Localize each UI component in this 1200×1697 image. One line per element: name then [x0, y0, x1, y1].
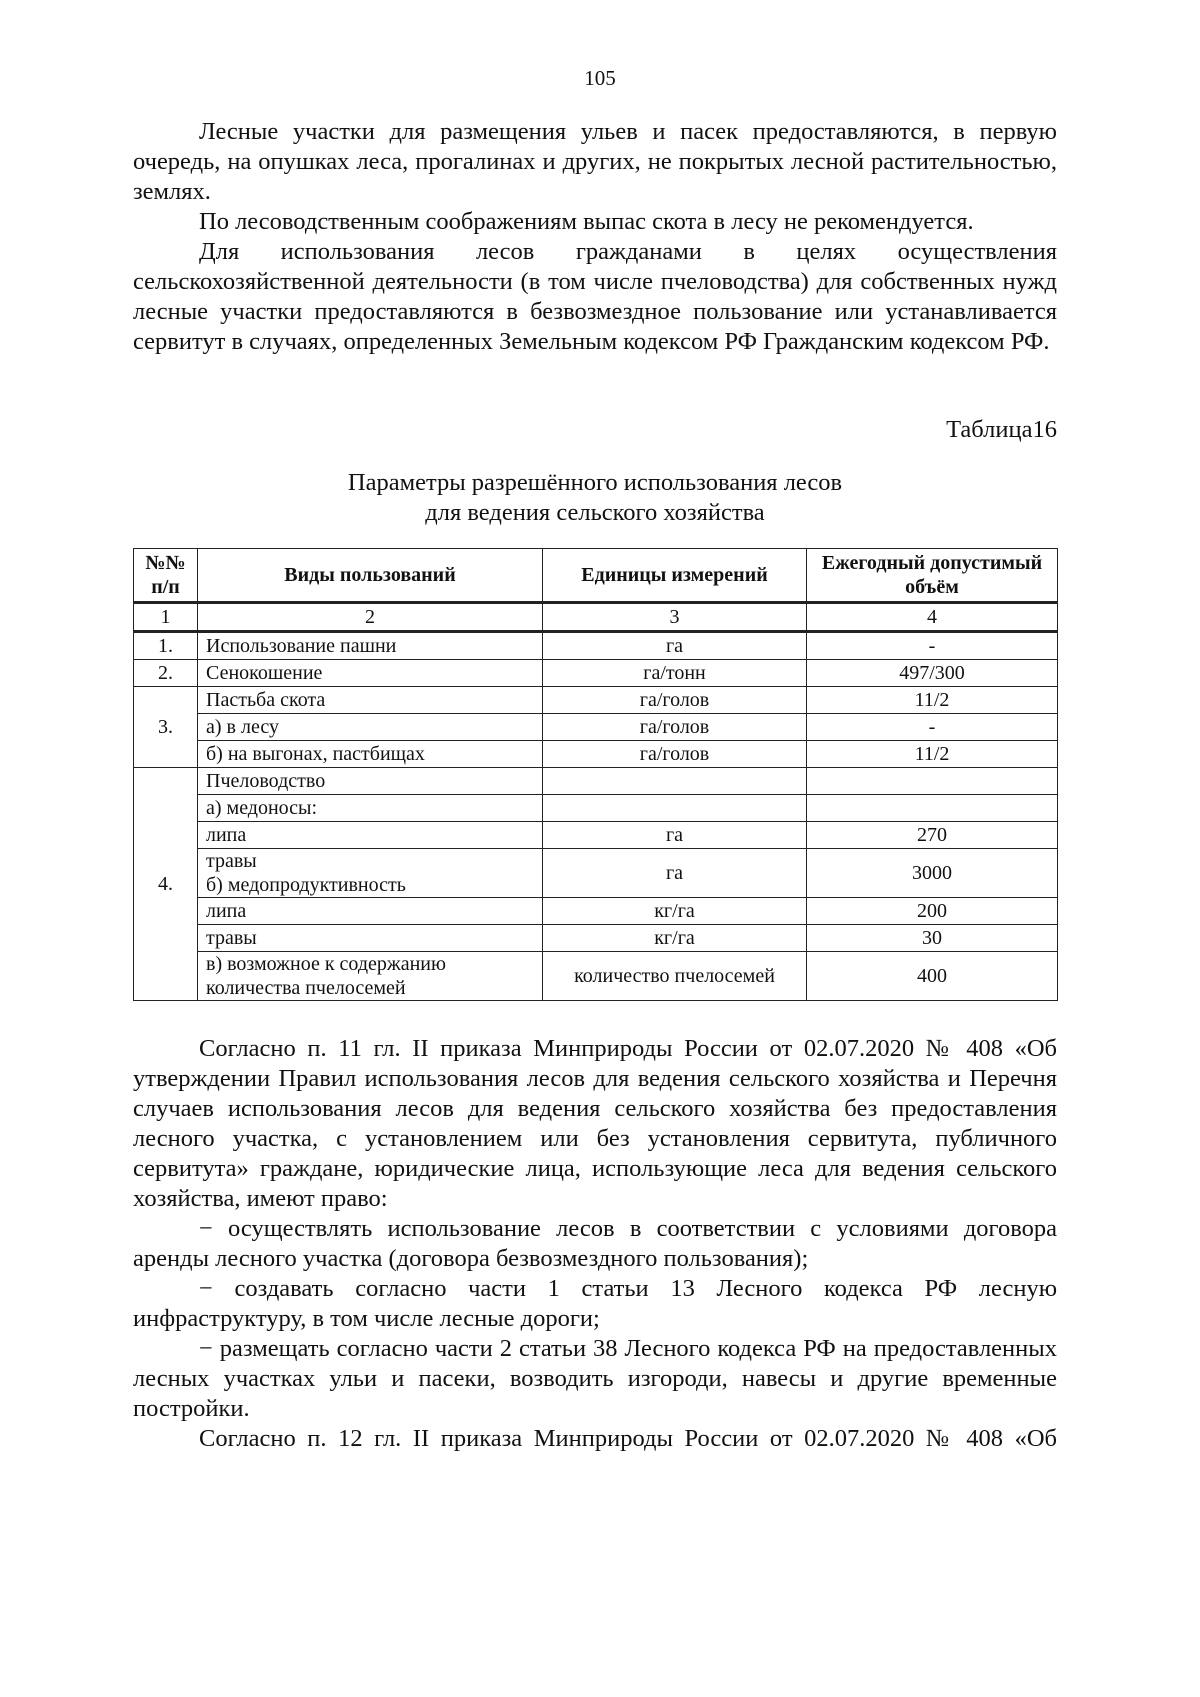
header-cell: Ежегодный допустимый объём — [807, 549, 1058, 603]
cell: Пастьба скота — [198, 687, 543, 714]
header-cell: Виды пользований — [198, 549, 543, 603]
table-row — [134, 741, 1058, 768]
table-row — [134, 687, 1058, 714]
cell: га — [543, 849, 807, 898]
usage-parameters-table — [133, 548, 1058, 1001]
cell: - — [807, 714, 1058, 741]
table-row — [134, 768, 1058, 795]
table-title-line: Параметры разрешённого использования лесов — [347, 469, 843, 496]
table-title-line: для ведения сельского хозяйства — [425, 499, 765, 526]
header-cell: Единицы измерений — [543, 549, 807, 603]
table-row — [134, 632, 1058, 660]
cell: кг/га — [543, 898, 807, 925]
cell — [198, 849, 543, 898]
cell — [543, 768, 807, 795]
paragraph: Согласно п. 11 гл. II приказа Минприроды России от 02.07.2020 № 408 «Об утверждении Правил использования лесов для ведения сельского хозяйства и Перечня случаев использования лесов для ведения сельского хозяйства без предоставления лесного участка, с установлением или без установления сервитута, публичного сервитута» граждане, юридические лица, использующие леса для ведения сельского хозяйства, имеют право: — [133, 1035, 1057, 1212]
cell: а) в лесу — [198, 714, 543, 741]
cell: га — [543, 632, 807, 660]
table-row — [134, 822, 1058, 849]
paragraph: Для использования лесов гражданами в целях осуществления сельскохозяйственной деятельности (в том числе пчеловодства) для собственных нужд лесные участки предоставляются в безвозмездное пользование или устанавливается сервитут в случаях, определенных Земельным кодексом РФ Гражданским кодексом РФ. — [133, 238, 1057, 355]
cell-line: количества пчелосемей — [206, 977, 406, 999]
cell: 400 — [807, 952, 1058, 1001]
cell-line: б) медопродуктивность — [206, 874, 406, 896]
cell: 1 — [134, 603, 198, 632]
cell: га/голов — [543, 741, 807, 768]
table-header-row — [134, 549, 1058, 603]
cell: 497/300 — [807, 660, 1058, 687]
cell-line: травы — [206, 850, 257, 872]
paragraph: По лесоводственным соображениям выпас скота в лесу не рекомендуется. — [199, 208, 974, 235]
cell — [807, 795, 1058, 822]
table-row — [134, 660, 1058, 687]
list-item: − осуществлять использование лесов в соответствии с условиями договора аренды лесного участка (договора безвозмездного пользования); — [133, 1215, 1057, 1272]
cell: Сенокошение — [198, 660, 543, 687]
cell: а) медоносы: — [198, 795, 543, 822]
cell: 3000 — [807, 849, 1058, 898]
cell: га/голов — [543, 714, 807, 741]
cell: липа — [198, 822, 543, 849]
cell: количество пчелосемей — [543, 952, 807, 1001]
intro-text — [133, 117, 1057, 357]
cell — [807, 768, 1058, 795]
cell: Пчеловодство — [198, 768, 543, 795]
cell: 11/2 — [807, 741, 1058, 768]
cell: 30 — [807, 925, 1058, 952]
cell: 270 — [807, 822, 1058, 849]
cell: 200 — [807, 898, 1058, 925]
table-row — [134, 795, 1058, 822]
cell: га/голов — [543, 687, 807, 714]
cell: 1. — [134, 632, 198, 660]
table-title — [133, 468, 1057, 528]
cell — [543, 795, 807, 822]
column-number-row — [134, 603, 1058, 632]
page-number: 105 — [584, 66, 616, 90]
header-cell: №№ п/п — [134, 549, 198, 603]
table-row — [134, 898, 1058, 925]
cell: га — [543, 822, 807, 849]
cell: 3 — [543, 603, 807, 632]
cell: га/тонн — [543, 660, 807, 687]
cell: 11/2 — [807, 687, 1058, 714]
table-row — [134, 925, 1058, 952]
body-text — [133, 1034, 1057, 1454]
paragraph: Лесные участки для размещения ульев и пасек предоставляются, в первую очередь, на опушках леса, прогалинах и других, не покрытых лесной растительностью, землях. — [133, 118, 1057, 205]
cell: 4 — [807, 603, 1058, 632]
cell: травы — [198, 925, 543, 952]
cell: Использование пашни — [198, 632, 543, 660]
paragraph: Согласно п. 12 гл. II приказа Минприроды России от 02.07.2020 № 408 «Об — [199, 1425, 1057, 1452]
table-label: Таблица16 — [946, 416, 1057, 443]
table-row — [134, 849, 1058, 898]
cell: б) на выгонах, пастбищах — [198, 741, 543, 768]
cell-line: в) возможное к содержанию — [206, 953, 446, 975]
cell: - — [807, 632, 1058, 660]
table-row — [134, 714, 1058, 741]
cell: липа — [198, 898, 543, 925]
table-row — [134, 952, 1058, 1001]
list-item: − размещать согласно части 2 статьи 38 Лесного кодекса РФ на предоставленных лесных участках ульи и пасеки, возводить изгороди, навесы и другие временные постройки. — [133, 1335, 1057, 1422]
cell: 4. — [134, 768, 198, 1001]
cell — [198, 952, 543, 1001]
list-item: − создавать согласно части 1 статьи 13 Лесного кодекса РФ лесную инфраструктуру, в том числе лесные дороги; — [133, 1275, 1057, 1332]
cell: 2 — [198, 603, 543, 632]
cell: кг/га — [543, 925, 807, 952]
cell: 2. — [134, 660, 198, 687]
cell: 3. — [134, 687, 198, 768]
